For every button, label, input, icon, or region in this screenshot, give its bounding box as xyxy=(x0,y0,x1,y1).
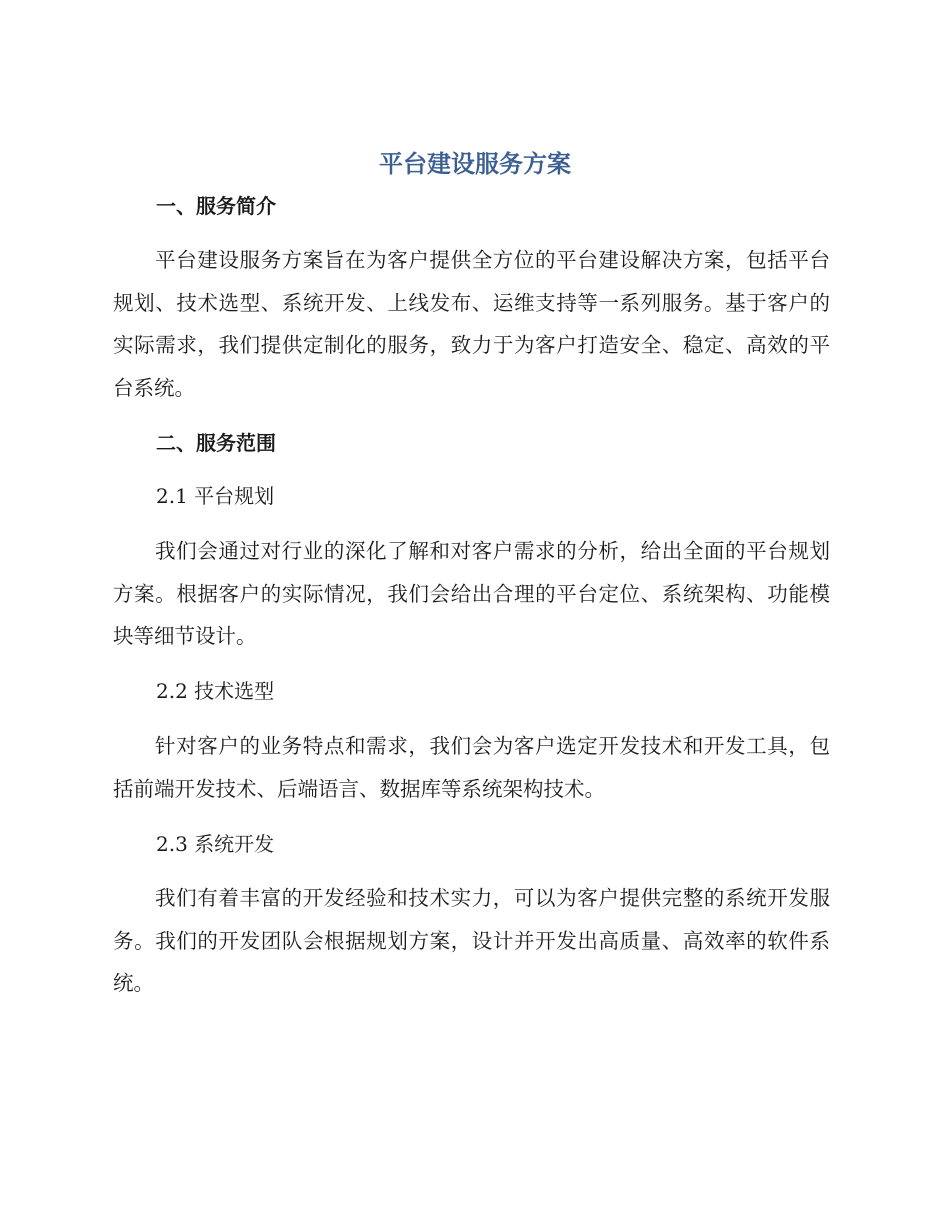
subsection-heading-system-development: 2.3 系统开发 xyxy=(156,832,275,856)
paragraph-tech-selection: 针对客户的业务特点和需求，我们会为客户选定开发技术和开发工具，包括前端开发技术、后端语言、数据库等系统架构技术。 xyxy=(113,734,830,801)
subsection-heading-platform-planning: 2.1 平台规划 xyxy=(156,484,275,508)
paragraph-system-development: 我们有着丰富的开发经验和技术实力，可以为客户提供完整的系统开发服务。我们的开发团队会根据规划方案，设计并开发出高质量、高效率的软件系统。 xyxy=(113,886,830,995)
section-heading-service-intro: 一、服务简介 xyxy=(156,194,276,218)
document-title: 平台建设服务方案 xyxy=(379,149,571,178)
paragraph-service-intro: 平台建设服务方案旨在为客户提供全方位的平台建设解决方案，包括平台规划、技术选型、系统开发、上线发布、运维支持等一系列服务。基于客户的实际需求，我们提供定制化的服务，致力于为客户打造安全、稳定、高效的平台系统。 xyxy=(113,248,830,400)
subsection-heading-tech-selection: 2.2 技术选型 xyxy=(156,679,275,703)
paragraph-platform-planning: 我们会通过对行业的深化了解和对客户需求的分析，给出全面的平台规划方案。根据客户的实际情况，我们会给出合理的平台定位、系统架构、功能模块等细节设计。 xyxy=(113,539,830,648)
section-heading-service-scope: 二、服务范围 xyxy=(156,431,276,455)
